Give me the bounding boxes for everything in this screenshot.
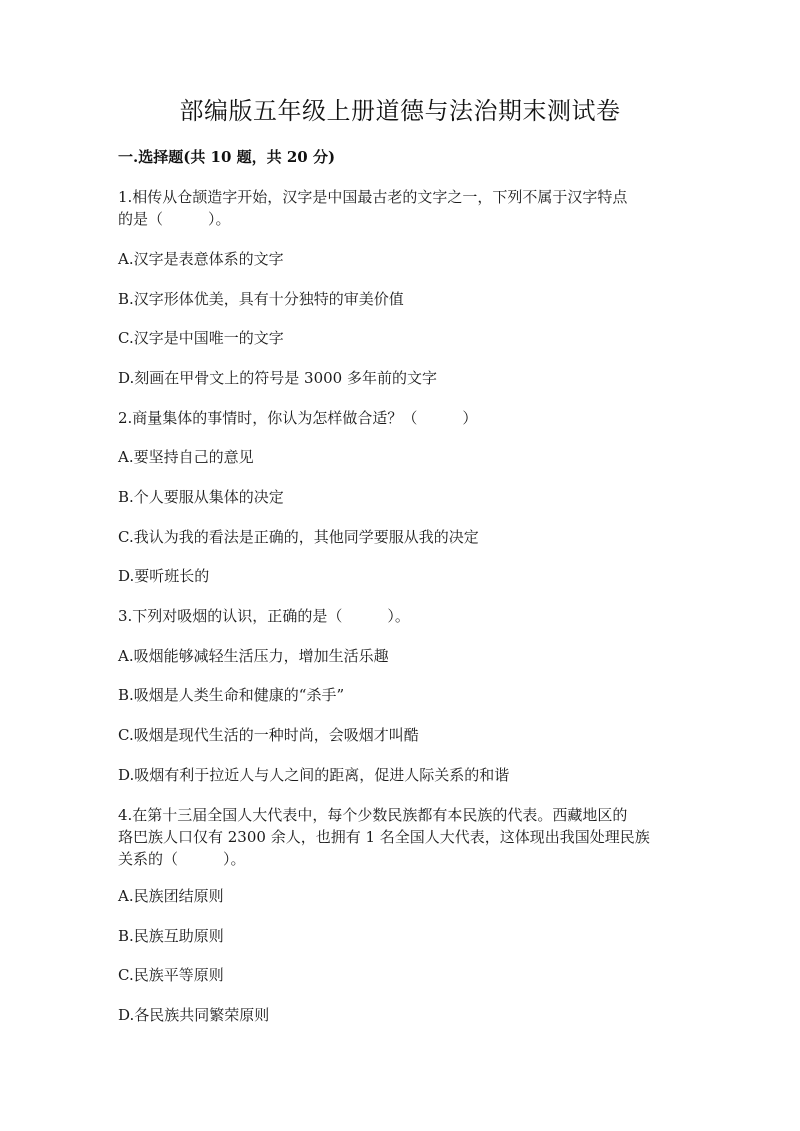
question-2-option-d: D.要听班长的 xyxy=(118,567,210,585)
question-1-stem-line-2: 的是（ ）。 xyxy=(118,210,231,228)
question-1-option-a: A.汉字是表意体系的文字 xyxy=(118,250,284,268)
page-title: 部编版五年级上册道德与法治期末测试卷 xyxy=(179,97,621,125)
question-3-stem xyxy=(118,605,688,627)
question-4-option-b: B.民族互助原则 xyxy=(118,927,224,945)
question-1-stem xyxy=(118,186,688,230)
question-3-option-c: C.吸烟是现代生活的一种时尚，会吸烟才叫酷 xyxy=(118,726,419,744)
question-3-stem-line-1: 3.下列对吸烟的认识，正确的是（ ）。 xyxy=(118,607,410,625)
question-4-stem-line-1: 4.在第十三届全国人大代表中，每个少数民族都有本民族的代表。西藏地区的 xyxy=(118,806,628,824)
question-1-option-d: D.刻画在甲骨文上的符号是 3000 多年前的文字 xyxy=(118,369,437,387)
question-1-option-c: C.汉字是中国唯一的文字 xyxy=(118,329,284,347)
question-1-stem-line-1: 1.相传从仓颉造字开始，汉字是中国最古老的文字之一，下列不属于汉字特点 xyxy=(118,188,628,206)
question-2-option-b: B.个人要服从集体的决定 xyxy=(118,488,284,506)
question-1-option-b: B.汉字形体优美，具有十分独特的审美价值 xyxy=(118,290,404,308)
question-4-option-c: C.民族平等原则 xyxy=(118,966,224,984)
question-4-option-a: A.民族团结原则 xyxy=(118,887,224,905)
question-2-option-a: A.要坚持自己的意见 xyxy=(118,448,254,466)
question-4-stem-line-3: 关系的（ ）。 xyxy=(118,850,246,868)
question-2-stem xyxy=(118,407,688,429)
question-3-option-d: D.吸烟有利于拉近人与人之间的距离，促进人际关系的和谐 xyxy=(118,766,510,784)
section-header: 一.选择题(共 10 题，共 20 分) xyxy=(118,148,336,166)
question-4-stem xyxy=(118,804,688,870)
question-3-option-a: A.吸烟能够减轻生活压力，增加生活乐趣 xyxy=(118,647,389,665)
question-4-option-d: D.各民族共同繁荣原则 xyxy=(118,1006,270,1024)
question-2-stem-line-1: 2.商量集体的事情时，你认为怎样做合适？（ ） xyxy=(118,409,478,427)
question-3-option-b: B.吸烟是人类生命和健康的“杀手” xyxy=(118,686,345,704)
question-4-stem-line-2: 珞巴族人口仅有 2300 余人，也拥有 1 名全国人大代表，这体现出我国处理民族 xyxy=(118,828,650,846)
question-2-option-c: C.我认为我的看法是正确的，其他同学要服从我的决定 xyxy=(118,528,479,546)
